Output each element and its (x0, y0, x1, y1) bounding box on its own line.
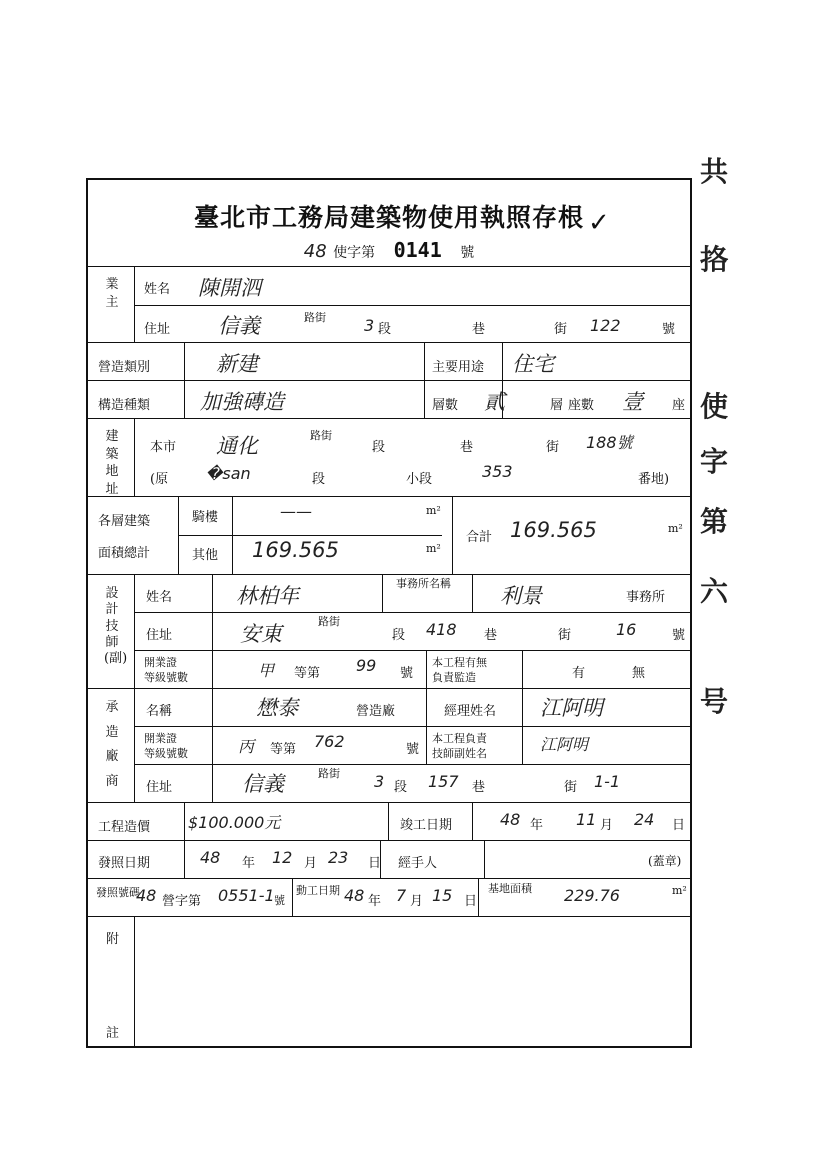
contractor-name: 懋泰 (256, 696, 298, 720)
check-mark-icon: ✓ (588, 208, 610, 238)
office-label: 事務所名稱 (396, 577, 451, 590)
designer-group-label: 設計技師(副) (104, 586, 128, 666)
site-lane-label: 巷 (460, 440, 474, 455)
site-subsec-label: 小段 (406, 472, 433, 487)
notes-label-1: 附 (106, 932, 120, 947)
cost-label: 工程造價 (98, 820, 151, 835)
site-orig-sec: �san (206, 464, 251, 483)
site-orig-label: (原 (150, 472, 169, 487)
arcade-value: —— (280, 502, 312, 521)
designer-name-label: 姓名 (146, 590, 173, 605)
permit-no-value: 0551-1 (218, 886, 275, 905)
permit-number-line (88, 238, 690, 262)
site-street-label: 街 (546, 440, 560, 455)
cost-value: $100.000元 (188, 813, 281, 832)
site-sec-label: 段 (372, 440, 386, 455)
owner-road-label: 路街 (304, 311, 326, 324)
issue-m-label: 月 (304, 856, 318, 871)
total-unit: m² (668, 522, 683, 535)
done-month: 11 (576, 810, 597, 829)
floors-value: 貳 (484, 390, 505, 414)
office-name: 利景 (500, 584, 542, 608)
owner-addr-label: 住址 (144, 322, 171, 337)
start-date-label: 動工日期 (296, 884, 340, 897)
owner-no-label: 號 (662, 322, 676, 337)
permit-suffix: 號 (460, 245, 475, 261)
resp-label-2: 負責監造 (432, 671, 476, 684)
contractor-tech: 江阿明 (540, 735, 589, 754)
issue-month: 12 (272, 848, 293, 867)
structure-value: 加強磚造 (200, 390, 284, 414)
other-value: 169.565 (252, 538, 339, 562)
contractor-addr-sec: 3 (374, 772, 385, 791)
notes-label-2: 註 (106, 1026, 120, 1041)
issue-d-label: 日 (368, 856, 382, 871)
contractor-factory-label: 營造廠 (356, 704, 396, 719)
seats-unit: 座 (672, 398, 686, 413)
designer-street-label: 街 (558, 628, 572, 643)
other-label: 其他 (192, 548, 219, 563)
contractor-lic-suffix: 號 (406, 742, 420, 757)
start-y-label: 年 (368, 894, 382, 909)
main-use-value: 住宅 (512, 352, 554, 376)
contractor-lic-label-1: 開業證 (144, 732, 177, 745)
resp-has: 有 (572, 666, 586, 681)
contractor-tech-label-1: 本工程負責 (432, 732, 487, 745)
contractor-sec-label: 段 (394, 780, 408, 795)
start-day: 15 (432, 886, 453, 905)
contractor-lic-label-2: 等級號數 (144, 747, 188, 760)
contractor-mgr: 江阿明 (540, 696, 603, 720)
designer-sec-label: 段 (392, 628, 406, 643)
land-area-label: 基地面積 (488, 882, 532, 895)
designer-name: 林柏年 (236, 584, 299, 608)
owner-lane-label: 巷 (472, 322, 486, 337)
contractor-name-label: 名稱 (146, 704, 173, 719)
designer-lic-label-1: 開業證 (144, 656, 177, 669)
document-title: 臺北市工務局建築物使用執照存根 (193, 203, 584, 232)
site-road-label: 路街 (310, 429, 332, 442)
seats-label: 座數 (568, 398, 595, 413)
designer-lic-label-2: 等級號數 (144, 671, 188, 684)
permit-stub-form (86, 178, 692, 1048)
designer-lic-no: 99 (356, 656, 377, 675)
owner-name: 陳開泗 (198, 276, 261, 300)
site-no: 188號 (586, 433, 633, 452)
contractor-tech-label-2: 技師副姓名 (432, 747, 487, 760)
arcade-label: 騎樓 (192, 510, 219, 525)
owner-street-label: 街 (554, 322, 568, 337)
permit-prefix: 使字第 (333, 245, 376, 261)
construction-type-label: 營造類別 (98, 360, 151, 375)
permit-no-suffix: 號 (274, 894, 285, 907)
contractor-lane: 157 (428, 772, 459, 791)
site-orig-sec-label: 段 (312, 472, 326, 487)
designer-lic-grade: 甲 (258, 661, 275, 680)
designer-lic-mid: 等第 (294, 666, 321, 681)
owner-sec-label: 段 (378, 322, 392, 337)
floors-unit: 層 (550, 398, 564, 413)
done-date-label: 竣工日期 (400, 818, 453, 833)
main-use-label: 主要用途 (432, 360, 485, 375)
contractor-street-label: 街 (564, 780, 578, 795)
resp-none: 無 (632, 666, 646, 681)
designer-road-label: 路街 (318, 615, 340, 628)
contractor-lane-label: 巷 (472, 780, 486, 795)
owner-name-label: 姓名 (144, 282, 171, 297)
structure-label: 構造種類 (98, 398, 151, 413)
margin-char: 共 (700, 155, 729, 188)
designer-lane-label: 巷 (484, 628, 498, 643)
done-m-label: 月 (600, 818, 614, 833)
site-lot-label: 番地) (638, 472, 670, 487)
contractor-addr-street: 信義 (242, 772, 284, 796)
resp-label-1: 本工程有無 (432, 656, 487, 669)
issue-year: 48 (200, 848, 221, 867)
done-d-label: 日 (672, 818, 686, 833)
contractor-road-label: 路街 (318, 767, 340, 780)
area-group-label-2: 面積總計 (98, 546, 151, 561)
permit-no-label: 發照號碼 (96, 886, 140, 899)
issue-day: 23 (328, 848, 349, 867)
start-d-label: 日 (464, 894, 478, 909)
done-y-label: 年 (530, 818, 544, 833)
other-unit: m² (426, 542, 441, 555)
start-year: 48 (344, 886, 365, 905)
designer-lic-suffix: 號 (400, 666, 414, 681)
contractor-lic-mid: 等第 (270, 742, 297, 757)
total-value: 169.565 (510, 518, 597, 542)
handler-label: 經手人 (398, 856, 438, 871)
owner-group-label: 業主 (105, 277, 119, 310)
owner-addr-sec: 3 (364, 316, 375, 335)
arcade-unit: m² (426, 504, 441, 517)
done-day: 24 (634, 810, 655, 829)
site-street: 通化 (216, 434, 258, 458)
floors-label: 層數 (432, 398, 459, 413)
contractor-no: 1-1 (594, 772, 621, 791)
designer-addr-label: 住址 (146, 628, 173, 643)
area-group-label-1: 各層建築 (98, 514, 151, 529)
site-city: 本市 (150, 440, 177, 455)
contractor-lic-no: 762 (314, 732, 345, 751)
margin-char: 号 (700, 685, 729, 718)
start-m-label: 月 (410, 894, 424, 909)
designer-no-label: 號 (672, 628, 686, 643)
site-group-label: 建築地址 (105, 429, 119, 497)
permit-no-year: 48 (136, 886, 157, 905)
margin-char: 六 (700, 575, 729, 608)
contractor-group-label: 承造廠商 (105, 700, 119, 790)
owner-addr-street: 信義 (218, 314, 260, 338)
construction-type-value: 新建 (216, 352, 258, 376)
permit-no-prefix: 營字第 (162, 894, 202, 909)
total-label: 合計 (466, 530, 493, 545)
land-area-value: 229.76 (564, 886, 620, 905)
office-suffix: 事務所 (626, 590, 666, 605)
seal-label: (蓋章) (648, 854, 682, 868)
margin-char: 使 (700, 390, 729, 423)
owner-addr-no: 122 (590, 316, 621, 335)
issue-y-label: 年 (242, 856, 256, 871)
permit-year: 48 (303, 241, 327, 262)
designer-addr-street: 安東 (240, 622, 282, 646)
start-month: 7 (396, 886, 407, 905)
issue-label: 發照日期 (98, 856, 151, 871)
contractor-lic-grade: 丙 (238, 737, 255, 756)
margin-char: 字 (700, 445, 729, 478)
margin-char: 挌 (700, 243, 729, 276)
seats-value: 壹 (622, 390, 643, 414)
contractor-addr-label: 住址 (146, 780, 173, 795)
designer-lane: 418 (426, 620, 457, 639)
permit-number: 0141 (393, 238, 442, 262)
site-lot: 353 (482, 462, 513, 481)
land-area-unit: m² (672, 884, 687, 897)
margin-char: 第 (700, 505, 729, 538)
done-year: 48 (500, 810, 521, 829)
contractor-mgr-label: 經理姓名 (444, 704, 497, 719)
designer-no: 16 (616, 620, 637, 639)
